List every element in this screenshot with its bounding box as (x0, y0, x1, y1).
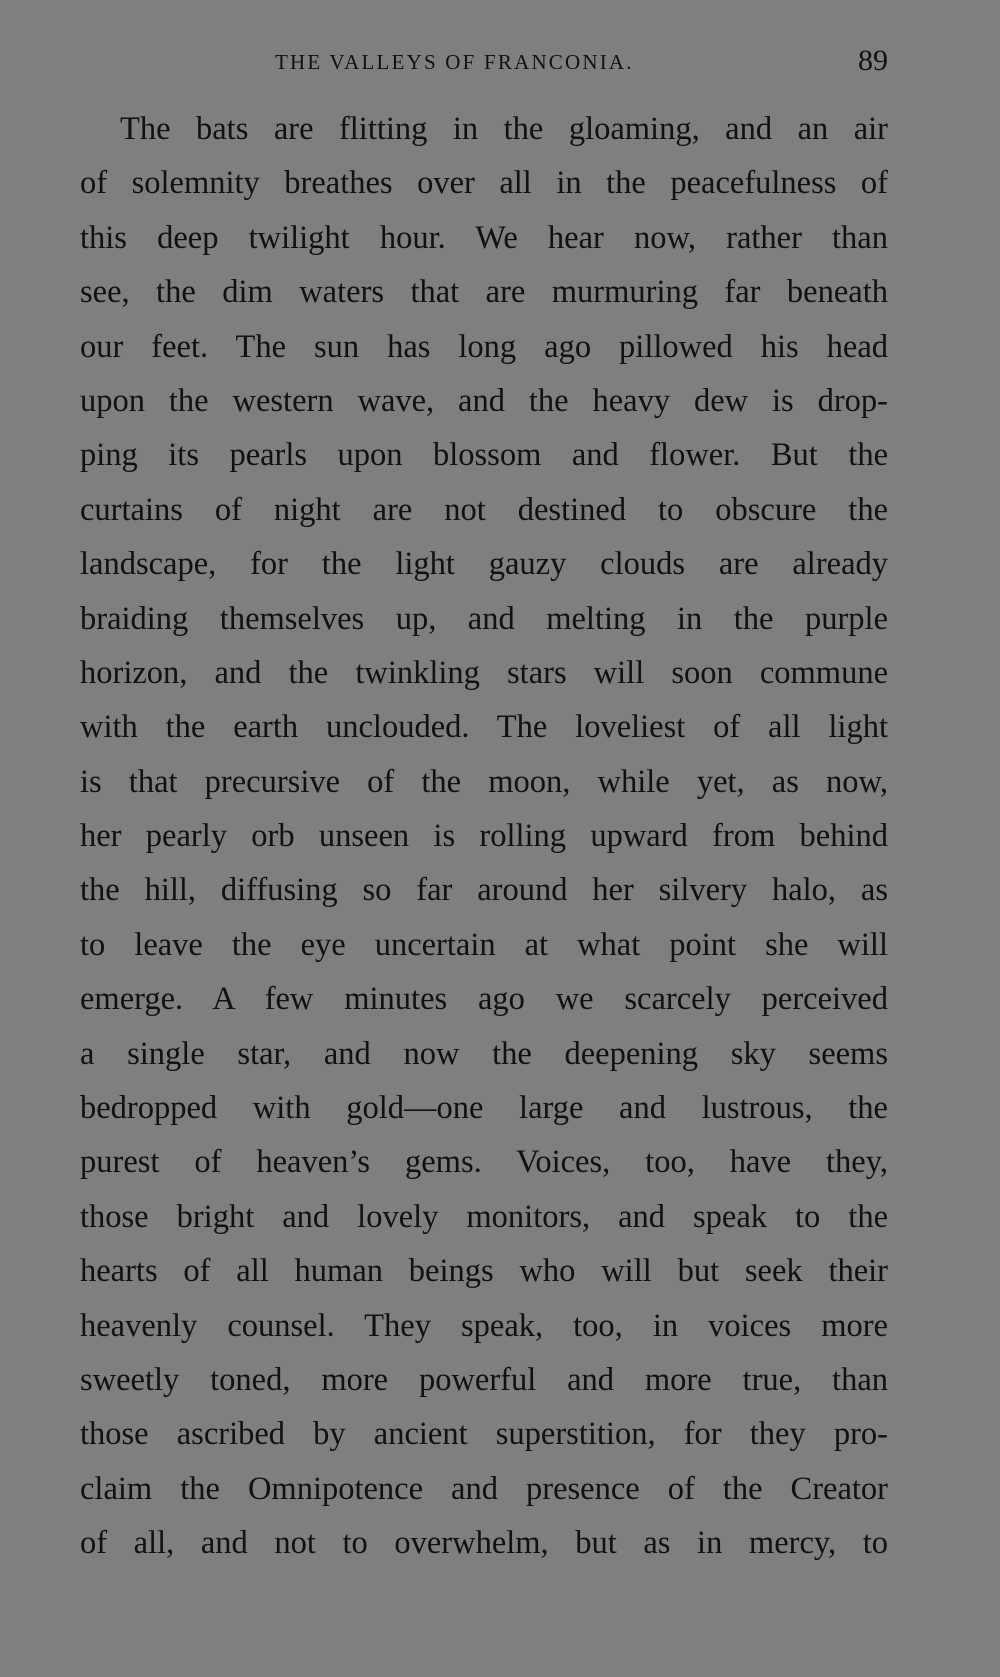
text-line: of all, and not to overwhelm, but as in mercy, to (80, 1525, 888, 1562)
text-line: The bats are flitting in the gloaming, and an air (120, 111, 888, 147)
text-line: claim the Omnipotence and presence of the Creator (80, 1470, 888, 1507)
text-line: ping its pearls upon blossom and flower. But the (80, 437, 888, 474)
text-line: bedropped with gold—one large and lustrous, the (80, 1090, 888, 1127)
running-head (80, 46, 890, 82)
text-line: horizon, and the twinkling stars will soon commune (80, 654, 888, 691)
text-line: braiding themselves up, and melting in the purple (80, 600, 888, 637)
text-line: is that precursive of the moon, while yet, as now, (80, 763, 888, 800)
text-line: her pearly orb unseen is rolling upward from behind (80, 818, 888, 855)
body-paragraph (80, 102, 888, 1571)
text-line: upon the western wave, and the heavy dew is drop- (80, 382, 888, 419)
text-line: heavenly counsel. They speak, too, in voices more (80, 1307, 888, 1344)
text-line: the hill, diffusing so far around her silvery halo, as (80, 872, 888, 909)
text-line: curtains of night are not destined to obscure the (80, 491, 888, 528)
text-line: to leave the eye uncertain at what point she will (80, 926, 888, 963)
text-line: see, the dim waters that are murmuring far beneath (80, 274, 888, 311)
text-line: this deep twilight hour. We hear now, rather than (80, 219, 888, 256)
text-line: with the earth unclouded. The loveliest of all light (80, 709, 888, 746)
text-line: emerge. A few minutes ago we scarcely perceived (80, 981, 888, 1018)
text-line: landscape, for the light gauzy clouds are already (80, 546, 888, 583)
text-line: purest of heaven’s gems. Voices, too, have they, (80, 1144, 888, 1181)
text-line: of solemnity breathes over all in the peacefulness of (80, 165, 888, 202)
text-line: those ascribed by ancient superstition, for they pro- (80, 1416, 888, 1453)
text-line: our feet. The sun has long ago pillowed his head (80, 328, 888, 365)
text-line: hearts of all human beings who will but seek their (80, 1253, 888, 1290)
text-line: those bright and lovely monitors, and speak to the (80, 1198, 888, 1235)
text-line: a single star, and now the deepening sky seems (80, 1035, 888, 1072)
running-title: THE VALLEYS OF FRANCONIA. (275, 50, 634, 74)
text-line: sweetly toned, more powerful and more true, than (80, 1361, 888, 1398)
page-number: 89 (858, 44, 888, 77)
